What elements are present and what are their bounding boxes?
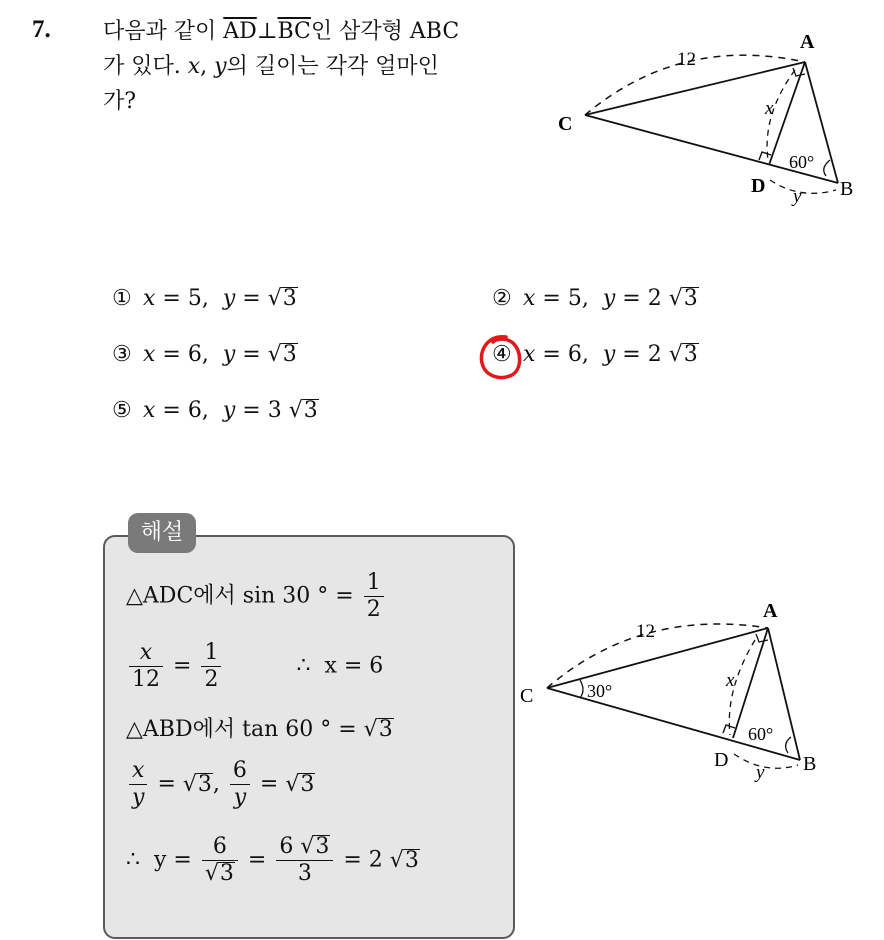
solution-text: sin 30 ° = [242,583,354,609]
fraction: $\frac{6 √3}{3}$ [276,834,333,887]
choice-mark: ④ [492,342,512,367]
fraction: $\frac{x}{12}$ [129,640,163,693]
answer-circle-stroke [481,337,519,378]
solution-line-1 [126,570,387,623]
angle-label-60: 60° [748,724,774,744]
point-label-c: C [558,113,573,135]
choice-radicand: 3 [282,286,297,311]
question-text-part: 의 길이는 각각 얼마인 [226,54,439,79]
label-y: y [756,762,765,782]
choice-3[interactable]: ③ x = 6, y = √3 [112,342,297,367]
point-label-d: D [714,749,729,771]
angle-arc-b [824,160,830,176]
question-number: 7. [32,16,51,43]
fraction: $\frac{6}{y}$ [230,758,250,811]
fraction: $\frac{1}{2}$ [201,640,221,693]
label-y: y [793,186,802,207]
triangle-figure-question [550,20,870,210]
choice-y-coef: 2 [647,286,662,311]
side-cb [585,115,838,183]
therefore-symbol: ∴ [126,847,140,873]
right-angle-mark-d [759,152,771,160]
question-text-part: 가 있다. [103,54,188,79]
fraction: $\frac{x}{y}$ [129,758,147,811]
question-text-part: 다음과 같이 [103,19,224,44]
choice-2[interactable]: ② x = 5, y = 2 √3 [492,286,698,311]
fraction: $\frac{6}{√3}$ [202,834,238,887]
choice-radicand: 3 [683,286,698,311]
fraction: $\frac{1}{2}$ [364,570,384,623]
choice-mark: ① [112,286,132,311]
choice-radicand: 3 [282,342,297,367]
label-x: x [765,98,774,119]
choice-radicand: 3 [303,398,318,423]
choice-y-coef: 2 [647,342,662,367]
point-label-a: A [800,31,815,53]
choice-x-value: 5 [567,286,582,311]
question-text [103,14,528,119]
point-label-c: C [520,685,534,707]
altitude-ad [769,62,805,165]
choice-4[interactable]: ④ x = 6, y = 2 √3 [492,342,698,367]
choice-mark: ⑤ [112,398,132,423]
solution-tag: 해설 [128,513,196,553]
question-text-part: 인 삼각형 ABC [310,19,460,44]
choice-x-value: 5 [187,286,202,311]
label-x: x [726,670,735,691]
choice-x-value: 6 [567,342,582,367]
choice-y-coef: 3 [267,398,282,423]
solution-text: △ABD에서 [126,717,236,742]
choice-5[interactable]: ⑤ x = 6, y = 3 √3 [112,398,318,423]
solution-text: △ADC에서 [126,583,236,609]
triangle-figure-solution [514,592,834,782]
point-label-b: B [840,178,854,200]
solution-line-3: △ABD에서 tan 60 ° = √3 [126,717,393,742]
point-label-d: D [751,175,766,197]
choice-mark: ② [492,286,512,311]
angle-label-30: 30° [587,681,613,701]
angle-label-60: 60° [789,152,815,172]
side-ca [547,628,768,688]
choice-radicand: 3 [683,342,698,367]
answer-circle-mark [476,332,526,384]
therefore-symbol: ∴ [296,653,311,679]
solution-text: tan 60 ° = [242,717,357,742]
angle-arc-c [580,680,583,698]
segment-ad: $\overline{AD}$ [223,19,257,44]
choice-x-value: 6 [187,342,202,367]
segment-bc: $\overline{BC}$ [277,19,311,44]
angle-arc-b [786,737,791,753]
variable-y: y [214,54,227,79]
side-label-12: 12 [636,621,655,642]
question-text-part: 가? [103,89,137,114]
solution-line-4: $\frac{x}{y}$ = √3, $\frac{6}{y}$ = √3 [126,758,315,811]
choice-1[interactable]: ① x = 5, y = √3 [112,286,297,311]
solution-line-2: $\frac{x}{12}$ = $\frac{1}{2}$ ∴ x = 6 [126,640,383,693]
variable-x: x [187,54,201,79]
altitude-ad [733,628,768,738]
question-text-part: , [200,54,215,79]
side-label-12: 12 [677,49,696,70]
perpendicular-symbol: ⊥ [256,19,278,44]
point-label-b: B [803,753,817,775]
choice-mark: ③ [112,342,132,367]
dashed-y-arc [770,180,836,193]
solution-line-5: ∴ y = $\frac{6}{√3}$ = $\frac{6 √3}{3}$ = 2 √3 [126,834,419,886]
solution-result-x: x = 6 [324,653,384,679]
point-label-a: A [763,600,778,622]
choice-x-value: 6 [187,398,202,423]
